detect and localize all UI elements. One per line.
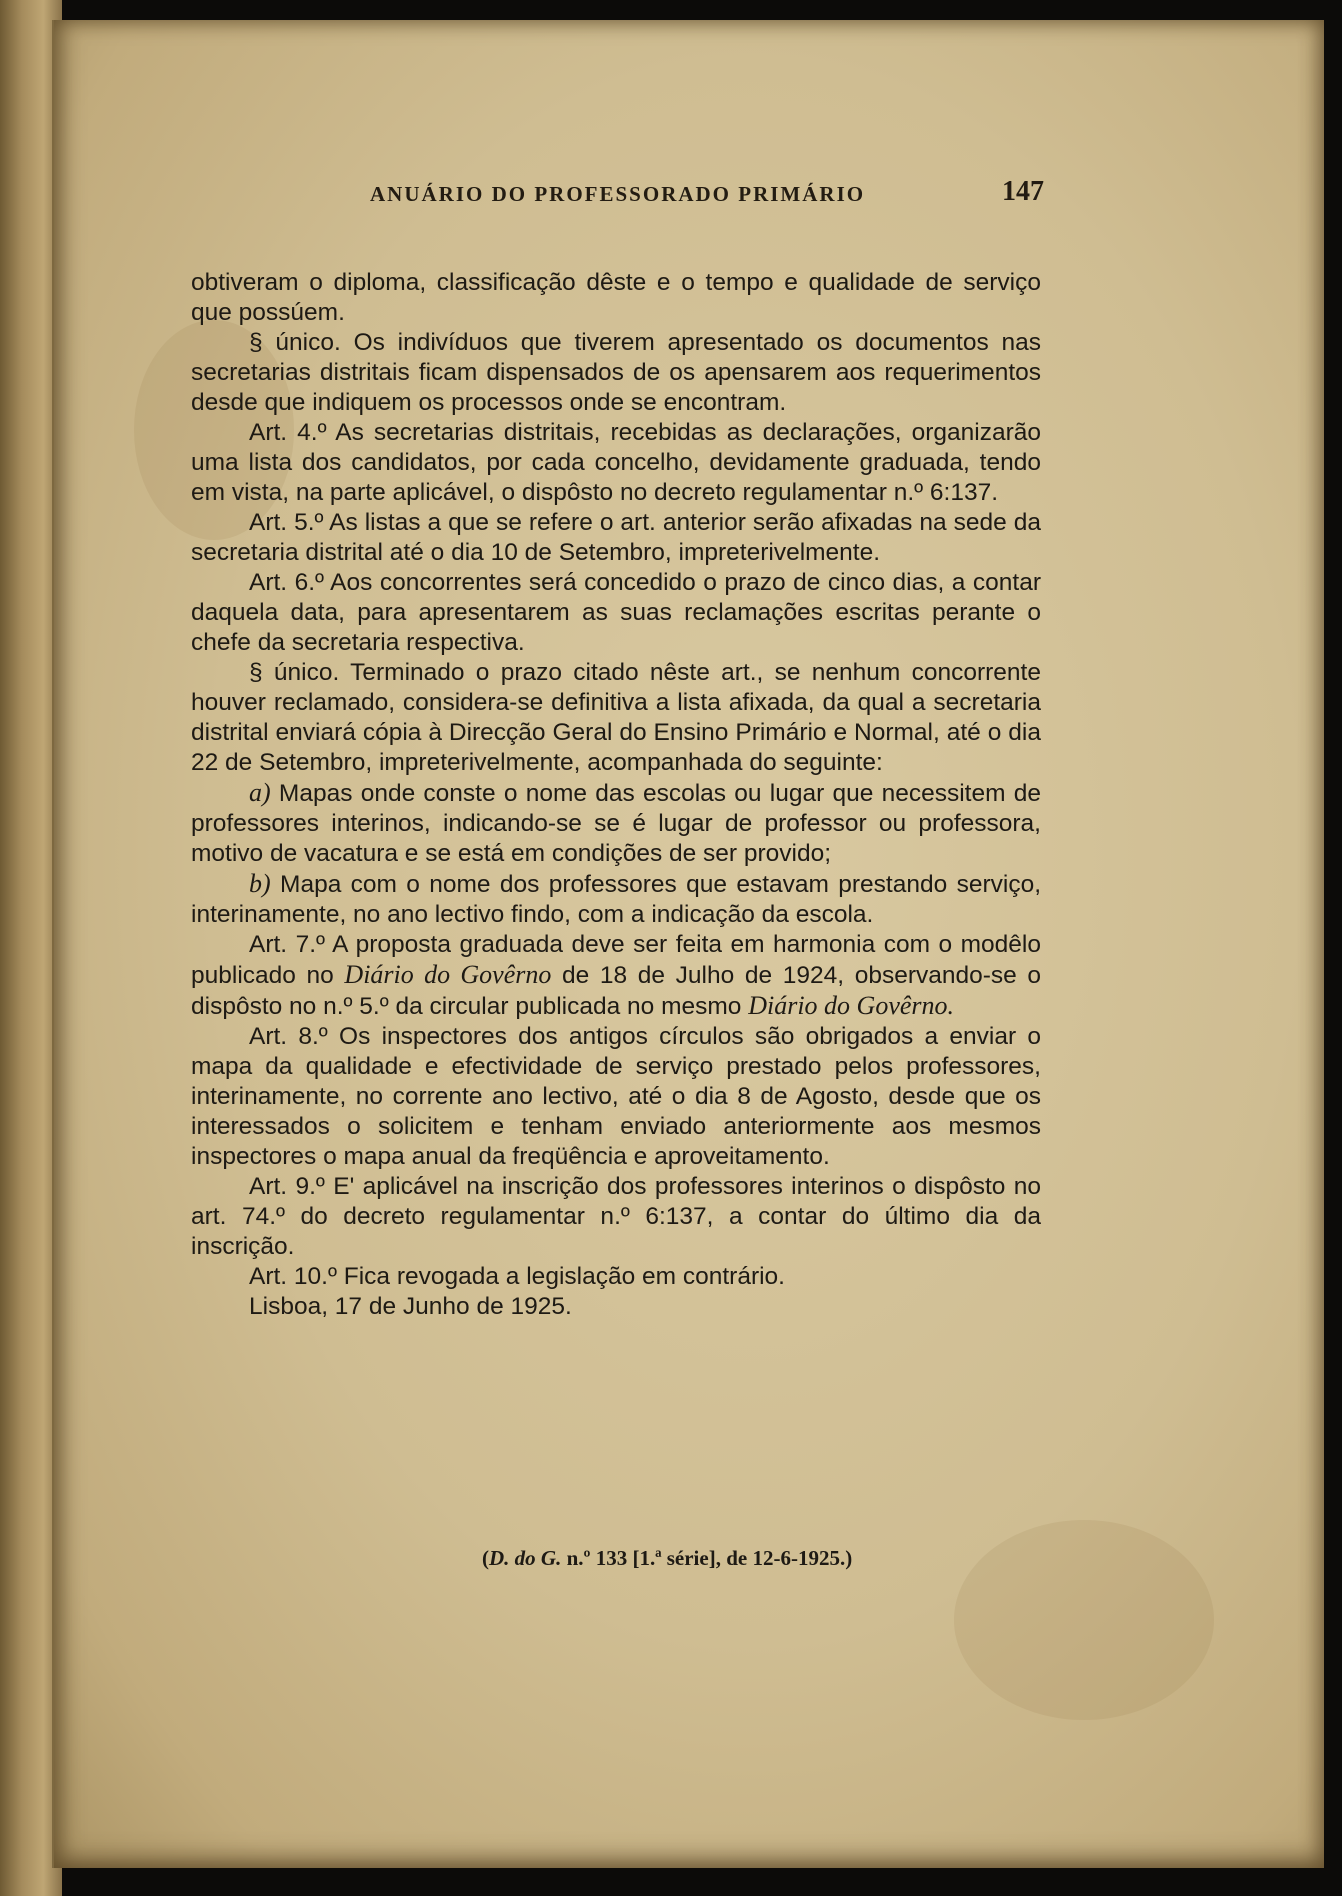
article-7 bbox=[191, 930, 1041, 1022]
item-label: a) bbox=[249, 778, 271, 807]
article-text: A proposta graduada deve ser feita em harmonia com o modêlo publicado no bbox=[191, 931, 1041, 989]
item-text: Mapa com o nome dos professores que estavam prestando serviço, interinamente, no ano lectivo findo, com a indicação da escola. bbox=[191, 871, 1041, 928]
article-text: As secretarias distritais, recebidas as declarações, organizarão uma lista dos candidatos, por cada concelho, devidamente graduada, tendo em vista, na parte aplicável, o dispôsto no decreto regulamentar n.º 6:137. bbox=[191, 419, 1041, 506]
article-text: de 18 de Julho de 1924, observando-se o dispôsto no n.º 5.º da circular publicada no mesmo bbox=[191, 962, 1042, 1020]
list-item-a bbox=[191, 778, 1041, 869]
article-5 bbox=[191, 508, 1041, 568]
page-header bbox=[370, 176, 1060, 212]
article-9 bbox=[191, 1172, 1041, 1262]
article-text: E' aplicável na inscrição dos professores interinos o dispôsto no art. 74.º do decreto regulamentar n.º 6:137, a contar do último dia da inscrição. bbox=[191, 1173, 1041, 1260]
citation-details: n.º 133 [1.ª série], de 12-6-1925.) bbox=[566, 1546, 853, 1570]
article-text: As listas a que se refere o art. anterior serão afixadas na sede da secretaria distrital até o dia 10 de Setembro, impreterivelmente. bbox=[191, 509, 1041, 566]
article-label: Art. 4.º bbox=[249, 419, 327, 446]
item-label: b) bbox=[249, 869, 271, 898]
article-text: Aos concorrentes será concedido o prazo de cinco dias, a contar daquela data, para apresentarem as suas reclamações escritas perante o chefe da secretaria respectiva. bbox=[191, 569, 1041, 656]
citation bbox=[482, 1546, 1002, 1571]
article-label: Art. 8.º bbox=[249, 1023, 328, 1050]
citation-open: ( bbox=[482, 1546, 489, 1570]
article-label: Art. 7.º bbox=[249, 931, 325, 958]
article-label: Art. 9.º bbox=[249, 1173, 325, 1200]
body-text bbox=[191, 268, 1041, 1322]
article-label: Art. 10.º bbox=[249, 1263, 337, 1290]
article-text: Fica revogada a legislação em contrário. bbox=[343, 1263, 785, 1290]
paragraph-unico-2: § único. Terminado o prazo citado nêste art., se nenhum concorrente houver reclamado, considera-se definitiva a lista afixada, da qual a secretaria distrital enviará cópia à Direcção Geral do Ensino Primário e Normal, até o dia 22 de Setembro, impreterivelmente, acompanhada do seguinte: bbox=[191, 659, 1041, 776]
article-label: Art. 5.º bbox=[249, 509, 324, 536]
journal-title: Diário do Govêrno. bbox=[748, 991, 955, 1020]
signoff: Lisboa, 17 de Junho de 1925. bbox=[249, 1293, 572, 1320]
article-8 bbox=[191, 1022, 1041, 1172]
article-4 bbox=[191, 418, 1041, 508]
paragraph-unico-1: § único. Os indivíduos que tiverem apresentado os documentos nas secretarias distritais ficam dispensados de os apensarem aos requerimentos desde que indiquem os processos onde se encontram. bbox=[191, 329, 1041, 416]
article-6 bbox=[191, 568, 1041, 658]
journal-title: Diário do Govêrno bbox=[344, 960, 552, 989]
list-item-b bbox=[191, 869, 1041, 930]
running-head: ANUÁRIO DO PROFESSORADO PRIMÁRIO bbox=[370, 182, 866, 206]
page-number: 147 bbox=[1002, 176, 1044, 207]
article-text: Os inspectores dos antigos círculos são obrigados a enviar o mapa da qualidade e efectividade de serviço prestado pelos professores, interinamente, no corrente ano lectivo, até o dia 8 de Agosto, desde que os interessados o solicitem e tenham enviado anteriormente aos mesmos inspectores o mapa anual da freqüência e aproveitamento. bbox=[191, 1023, 1041, 1170]
paragraph: obtiveram o diploma, classificação dêste e o tempo e qualidade de serviço que possúem. bbox=[191, 269, 1041, 326]
item-text: Mapas onde conste o nome das escolas ou lugar que necessitem de professores interinos, indicando-se se é lugar de professor ou professora, motivo de vacatura e se está em condições de ser provido; bbox=[191, 780, 1042, 867]
citation-source: D. do G. bbox=[489, 1546, 562, 1570]
article-label: Art. 6.º bbox=[249, 569, 324, 596]
article-10 bbox=[191, 1262, 1041, 1292]
